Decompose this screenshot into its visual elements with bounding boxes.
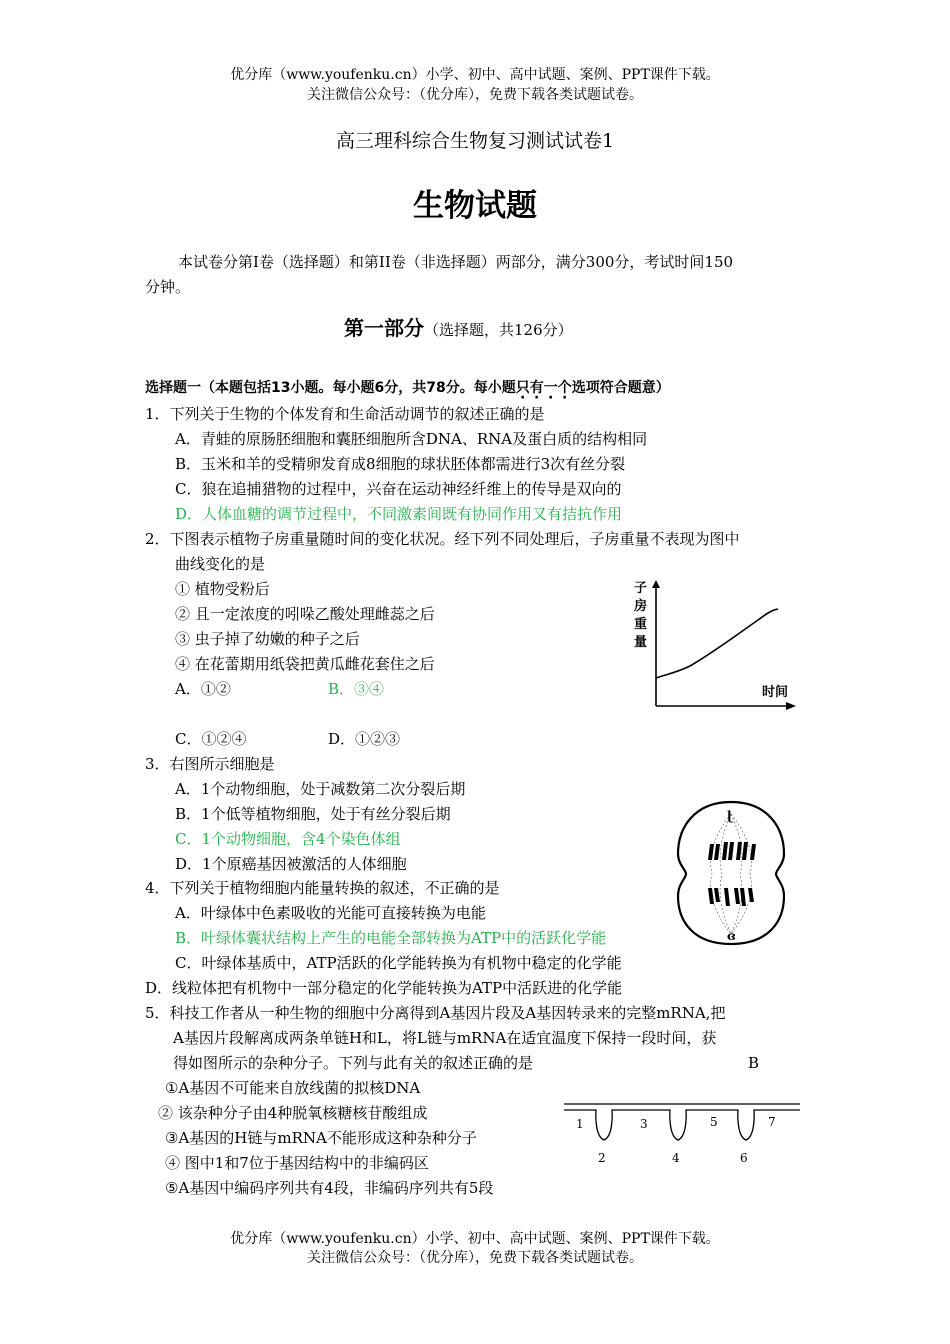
diagram-label: 3 xyxy=(640,1117,648,1131)
section-heading-post: 选项符合题意） xyxy=(571,380,670,396)
q5-stem-1: 5．科技工作者从一种生物的细胞中分离得到A基因片段及A基因转录来的完整mRNA,把 xyxy=(145,1004,726,1022)
q2-stem-2: 曲线变化的是 xyxy=(175,555,266,573)
section-heading-pre: 选择题一（本题包括13小题。每小题6分，共78分。每小题 xyxy=(145,380,516,396)
diagram-label: 4 xyxy=(672,1151,680,1165)
q5-stem-3: 得如图所示的杂种分子。下列与此有关的叙述正确的是 xyxy=(173,1054,534,1072)
emphasis-char: 只 xyxy=(515,380,530,396)
y-axis-arrow xyxy=(652,580,660,588)
centrosome-icon: ɭ xyxy=(727,809,732,823)
growth-curve xyxy=(656,609,778,678)
ovary-weight-graph xyxy=(628,578,800,716)
q4-option-d: D．线粒体把有机物中一部分稳定的化学能转换为ATP中活跃进的化学能 xyxy=(145,979,623,997)
q3-option-b: B．1个低等植物细胞，处于有丝分裂后期 xyxy=(175,805,451,823)
q2-item-1: ① 植物受粉后 xyxy=(175,580,270,598)
footer-line-1: 优分库（www.youfenku.cn）小学、初中、高中试题、案例、PPT课件下载。 xyxy=(230,1231,720,1247)
q3-stem: 3．右图所示细胞是 xyxy=(145,755,275,773)
part-heading-title: 第一部分 xyxy=(344,316,424,340)
q2-option-a: A．①② xyxy=(175,680,231,698)
chromosomes-upper xyxy=(708,842,756,860)
footer-line-2: 关注微信公众号：（优分库），免费下载各类试题试卷。 xyxy=(307,1250,643,1266)
diagram-label: 7 xyxy=(768,1115,776,1129)
graph-ylabel-char: 量 xyxy=(634,635,648,650)
q2-option-d: D．①②③ xyxy=(328,730,401,748)
q5-stem-2: A基因片段解离成两条单链H和L，将L链与mRNA在适宜温度下保持一段时间，获 xyxy=(173,1029,717,1047)
q1-option-d: D．人体血糖的调节过程中，不同激素间既有协同作用又有拮抗作用 xyxy=(175,505,623,523)
q3-option-d: D．1个原癌基因被激活的人体细胞 xyxy=(175,855,407,873)
chromosomes-lower xyxy=(708,888,754,906)
diagram-label: 2 xyxy=(598,1151,606,1165)
emphasis-char: 个 xyxy=(557,380,572,396)
diagram-label: 5 xyxy=(710,1115,718,1129)
q2-option-b: B．③④ xyxy=(328,680,385,698)
x-axis-arrow xyxy=(786,702,796,710)
graph-ylabel-char: 子 xyxy=(634,581,648,596)
q2-item-3: ③ 虫子掉了幼嫩的种子之后 xyxy=(175,630,360,648)
q5-item-2: ② 该杂种分子由4种脱氧核糖核苷酸组成 xyxy=(158,1104,428,1122)
part-heading xyxy=(344,312,573,341)
q2-stem-1: 2．下图表示植物子房重量随时间的变化状况。经下列不同处理后，子房重量不表现为图中 xyxy=(145,530,740,548)
q4-option-a: A．叶绿体中色素吸收的光能可直接转换为电能 xyxy=(175,904,486,922)
spindle-fibers xyxy=(711,814,752,934)
centrosome-icon: ɞ xyxy=(727,929,736,943)
mrna-strand-with-loops xyxy=(564,1110,800,1140)
diagram-label: 1 xyxy=(576,1117,584,1131)
q4-option-c: C．叶绿体基质中，ATP活跃的化学能转换为有机物中稳定的化学能 xyxy=(175,954,622,972)
q3-option-a: A．1个动物细胞，处于减数第二次分裂后期 xyxy=(175,780,466,798)
diagram-label: 6 xyxy=(740,1151,748,1165)
q4-stem: 4．下列关于植物细胞内能量转换的叙述，不正确的是 xyxy=(145,879,500,897)
graph-ylabel-char: 房 xyxy=(634,599,648,614)
q5-item-4: ④ 图中1和7位于基因结构中的非编码区 xyxy=(165,1154,429,1172)
page-title: 生物试题 xyxy=(413,188,537,224)
q2-option-c: C．①②④ xyxy=(175,730,247,748)
q2-item-4: ④ 在花蕾期用纸袋把黄瓜雌花套住之后 xyxy=(175,655,435,673)
q5-item-5: ⑤A基因中编码序列共有4段，非编码序列共有5段 xyxy=(165,1179,494,1197)
q3-option-c: C．1个动物细胞，含4个染色体组 xyxy=(175,830,401,848)
q5-item-3: ③A基因的H链与mRNA不能形成这种杂种分子 xyxy=(165,1129,477,1147)
subtitle: 高三理科综合生物复习测试试卷1 xyxy=(335,130,615,152)
cell-membrane xyxy=(678,802,784,944)
cell-division-diagram xyxy=(672,798,790,948)
intro-line-1: 本试卷分第I卷（选择题）和第II卷（非选择题）两部分，满分300分，考试时间150 xyxy=(178,253,734,271)
header-line-1: 优分库（www.youfenku.cn）小学、初中、高中试题、案例、PPT课件下载。 xyxy=(230,67,720,83)
header-line-2: 关注微信公众号：（优分库），免费下载各类试题试卷。 xyxy=(307,87,643,103)
q1-option-c: C．狼在追捕猎物的过程中，兴奋在运动神经纤维上的传导是双向的 xyxy=(175,480,622,498)
graph-xlabel: 时间 xyxy=(762,685,789,700)
hybrid-molecule-diagram xyxy=(560,1096,804,1176)
emphasis-char: 有 xyxy=(529,380,544,396)
q1-option-a: A．青蛙的原肠胚细胞和囊胚细胞所含DNA、RNA及蛋白质的结构相同 xyxy=(175,430,648,448)
part-heading-note: （选择题，共126分） xyxy=(424,321,573,339)
graph-ylabel-char: 重 xyxy=(634,617,648,632)
section-heading xyxy=(145,378,670,398)
intro-line-2: 分钟。 xyxy=(145,278,191,296)
emphasis-char: 一 xyxy=(543,380,558,396)
q5-answer: B xyxy=(748,1054,760,1072)
q1-stem: 1．下列关于生物的个体发育和生命活动调节的叙述正确的是 xyxy=(145,405,545,423)
q1-option-b: B．玉米和羊的受精卵发育成8细胞的球状胚体都需进行3次有丝分裂 xyxy=(175,455,626,473)
q2-item-2: ② 且一定浓度的吲哚乙酸处理雌蕊之后 xyxy=(175,605,435,623)
q4-option-b: B．叶绿体囊状结构上产生的电能全部转换为ATP中的活跃化学能 xyxy=(175,929,607,947)
q5-item-1: ①A基因不可能来自放线菌的拟核DNA xyxy=(165,1079,421,1097)
